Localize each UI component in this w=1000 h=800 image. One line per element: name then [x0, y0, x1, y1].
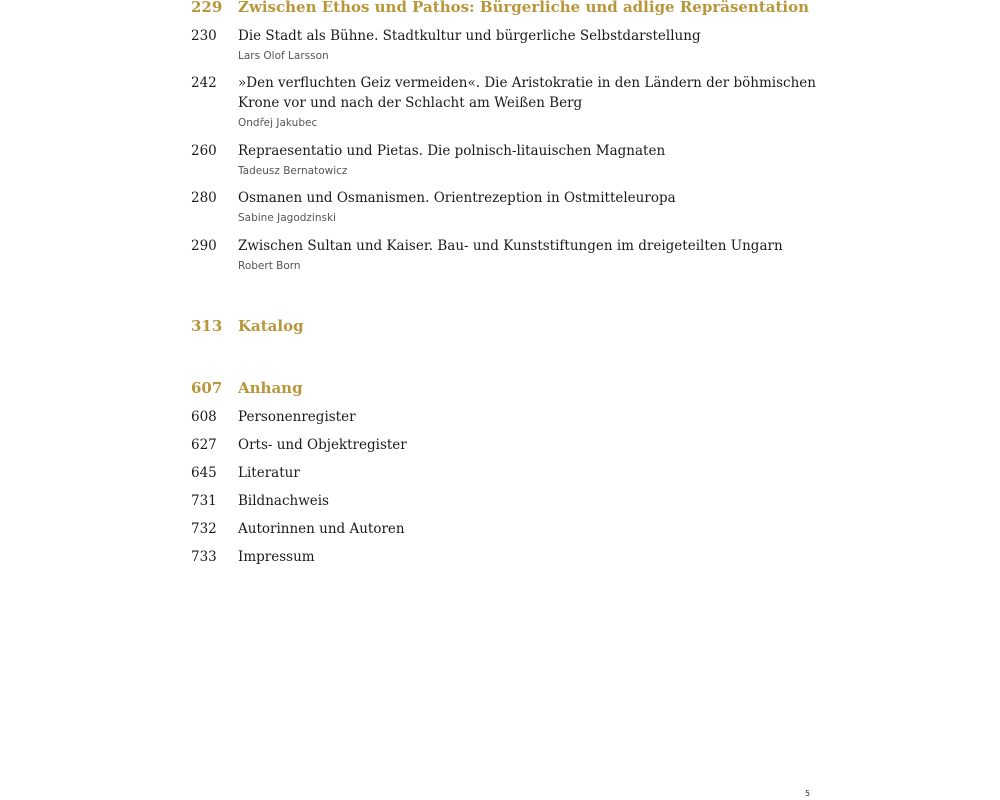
entry-title: Personenregister [238, 409, 356, 425]
entry-title: Zwischen Sultan und Kaiser. Bau- und Kunststiftungen im dreigeteilten Ungarn [238, 238, 783, 254]
entry-page-number: 627 [191, 437, 217, 453]
entry-title: Orts- und Objektregister [238, 437, 407, 453]
entry-page-number: 242 [191, 75, 217, 91]
section-page-number: 229 [191, 0, 223, 16]
entry-page-number: 230 [191, 28, 217, 44]
entry-page-number: 260 [191, 143, 217, 159]
section-title: Zwischen Ethos und Pathos: Bürgerliche und adlige Repräsentation [238, 0, 810, 16]
entry-page-number: 733 [191, 549, 217, 565]
entry-page-number: 608 [191, 409, 217, 425]
section-title: Katalog [238, 317, 304, 335]
entry-title: Osmanen und Osmanismen. Orientrezeption in Ostmitteleuropa [238, 190, 676, 206]
entry-author: Sabine Jagodzinski [238, 212, 336, 224]
entry-page-number: 280 [191, 190, 217, 206]
entry-title: Impressum [238, 549, 315, 565]
entry-page-number: 290 [191, 238, 217, 254]
section-page-number: 607 [191, 379, 223, 397]
entry-title: Repraesentatio und Pietas. Die polnisch-litauischen Magnaten [238, 143, 666, 159]
entry-title: Die Stadt als Bühne. Stadtkultur und bürgerliche Selbstdarstellung [238, 28, 701, 44]
entry-author: Robert Born [238, 260, 301, 272]
entry-title: Literatur [238, 465, 300, 481]
entry-page-number: 732 [191, 521, 217, 537]
entry-author: Lars Olof Larsson [238, 50, 329, 62]
entry-page-number: 731 [191, 493, 217, 509]
entry-page-number: 645 [191, 465, 217, 481]
page-number: 5 [805, 789, 811, 798]
entry-title: Bildnachweis [238, 493, 329, 509]
section-title: Anhang [238, 379, 303, 397]
entry-author: Ondřej Jakubec [238, 117, 318, 129]
entry-author: Tadeusz Bernatowicz [238, 165, 348, 177]
entry-title: Autorinnen und Autoren [238, 521, 405, 537]
section-page-number: 313 [191, 317, 223, 335]
entry-title: »Den verfluchten Geiz vermeiden«. Die Aristokratie in den Ländern der böhmischen Krone vor und nach der Schlacht am Weißen Berg [238, 75, 816, 111]
